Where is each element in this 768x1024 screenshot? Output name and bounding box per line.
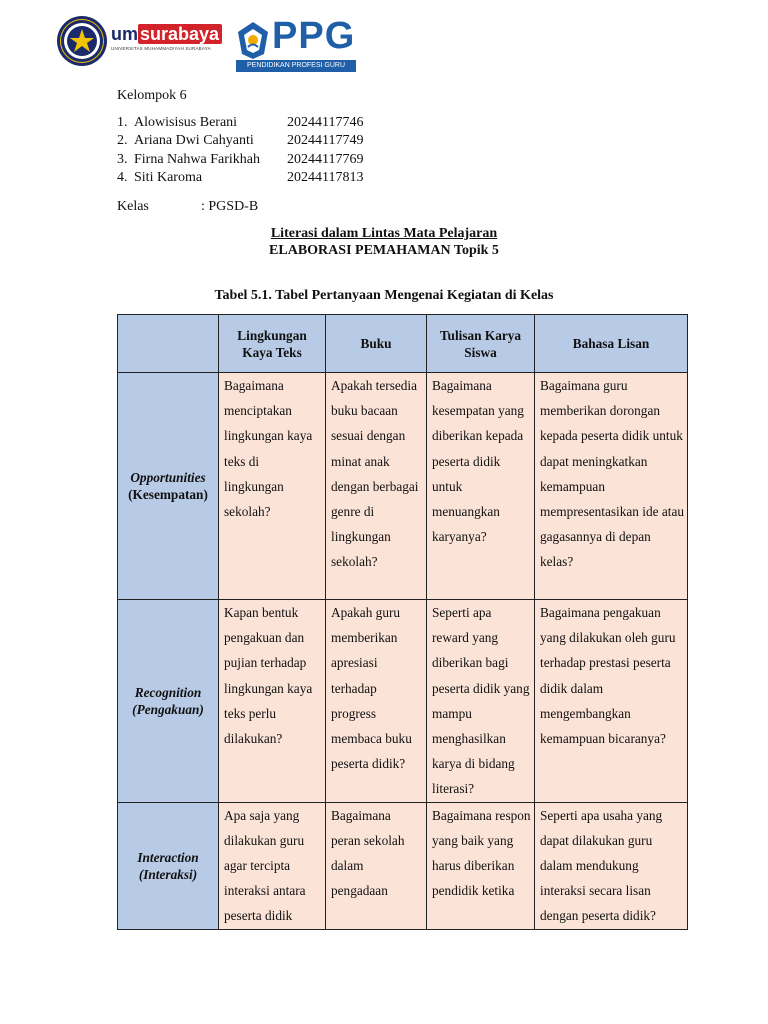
table-cell xyxy=(427,802,535,929)
row-label-id: (Interaksi) xyxy=(138,866,198,882)
row-label-en: Opportunities xyxy=(130,470,206,485)
member-name: Siti Karoma xyxy=(134,170,203,186)
table-cell: Seperti apa reward yang diberikan bagi peserta didik yang mampu menghasilkan karya di bidang literasi? xyxy=(427,600,535,803)
logo-surabaya-text: surabaya xyxy=(138,24,222,44)
header-logos xyxy=(56,14,376,72)
member-name: Firna Nahwa Farikhah xyxy=(134,151,260,167)
table-cell: Bagaimana kesempatan yang diberikan kepada peserta didik untuk menuangkan karyanya? xyxy=(427,373,535,600)
table-cell: Apakah tersedia buku bacaan sesuai dengan minat anak dengan berbagai genre di lingkungan sekolah? xyxy=(326,373,427,600)
class-value: : PGSD-B xyxy=(201,199,259,214)
table-cell xyxy=(326,802,427,929)
member-id: 20244117813 xyxy=(287,170,364,186)
course-title: Literasi dalam Lintas Mata Pelajaran xyxy=(270,226,498,241)
member-id: 20244117746 xyxy=(287,115,364,130)
table-header-cell: Lingkungan Kaya Teks xyxy=(219,315,326,373)
cell-text: Bagaimana respon yang baik yang harus diberikan pendidik ketika xyxy=(432,807,531,899)
ppg-emblem-icon xyxy=(236,20,270,60)
table-cell xyxy=(535,802,688,929)
cell-text: Bagaimana peran sekolah dalam pengadaan xyxy=(331,807,405,899)
member-number: 2. xyxy=(117,133,128,149)
member-name: Ariana Dwi Cahyanti xyxy=(134,133,254,149)
logo-ppg-tagline: PENDIDIKAN PROFESI GURU xyxy=(236,60,356,72)
university-seal-icon xyxy=(56,15,108,67)
member-number: 3. xyxy=(117,151,128,167)
group-label: Kelompok 6 xyxy=(117,88,187,103)
table-row xyxy=(118,802,688,929)
table-cell: Bagaimana guru memberikan dorongan kepada peserta didik untuk dapat meningkatkan kemampuan mempresentasikan ide atau gagasannya di depan kelas? xyxy=(535,373,688,600)
table-header-cell: Buku xyxy=(326,315,427,373)
member-name: Alowisisus Berani xyxy=(134,115,238,130)
table-row xyxy=(118,600,688,803)
member-id: 20244117769 xyxy=(287,151,364,167)
table-header-cell: Bahasa Lisan xyxy=(535,315,688,373)
table-header-cell: Tulisan Karya Siswa xyxy=(427,315,535,373)
row-label-id: (Pengakuan) xyxy=(132,701,204,717)
row-label-id: (Kesempatan) xyxy=(128,487,208,502)
member-number: 1. xyxy=(117,115,128,130)
logo-university-name: UNIVERSITAS MUHAMMADIYAH SURABAYA xyxy=(111,46,211,51)
cell-text: Apa saja yang dilakukan guru agar tercipta interaksi antara peserta didik xyxy=(224,807,306,924)
member-number: 4. xyxy=(117,170,128,186)
table-header-cell xyxy=(118,315,219,373)
table-cell: Kapan bentuk pengakuan dan pujian terhadap lingkungan kaya teks perlu dilakukan? xyxy=(219,600,326,803)
table-cell: Bagaimana menciptakan lingkungan kaya teks di lingkungan sekolah? xyxy=(219,373,326,600)
row-header xyxy=(118,600,219,803)
row-label-en: Recognition xyxy=(134,684,202,700)
ppg-logo xyxy=(236,15,361,72)
table-cell: Apakah guru memberikan apresiasi terhadap progress membaca buku peserta didik? xyxy=(326,600,427,803)
row-header xyxy=(118,802,219,929)
table-cell xyxy=(219,802,326,929)
table-cell: Bagaimana pengakuan yang dilakukan oleh guru terhadap prestasi peserta didik dalam mengembangkan kemampuan bicaranya? xyxy=(535,600,688,803)
cell-text: Seperti apa usaha yang dapat dilakukan guru dalam mendukung interaksi secara lisan dengan peserta didik? xyxy=(540,807,663,924)
logo-um-text: um xyxy=(111,24,138,44)
row-label-en: Interaction xyxy=(137,849,199,865)
logo-ppg-text: PPG xyxy=(272,15,356,57)
questions-table xyxy=(117,314,688,930)
table-caption: Tabel 5.1. Tabel Pertanyaan Mengenai Kegiatan di Kelas xyxy=(214,288,554,303)
topic-title: ELABORASI PEMAHAMAN Topik 5 xyxy=(269,243,499,258)
member-id: 20244117749 xyxy=(287,133,364,149)
class-label: Kelas xyxy=(117,199,149,214)
table-row xyxy=(118,373,688,600)
table-header-row xyxy=(118,315,688,373)
row-header xyxy=(118,373,219,600)
